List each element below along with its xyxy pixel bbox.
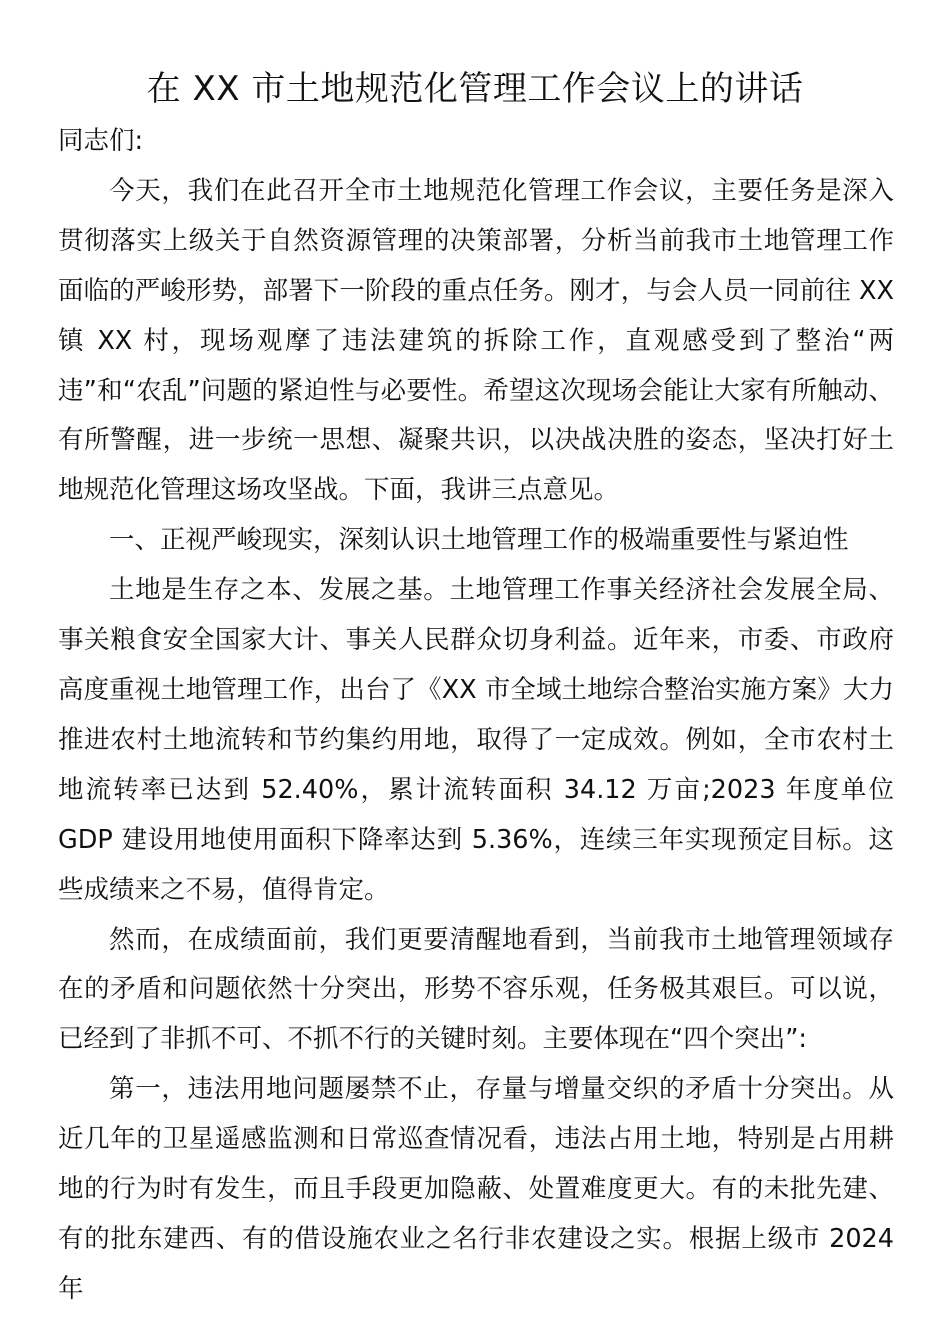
paragraph-however: 然而，在成绩面前，我们更要清醒地看到，当前我市土地管理领域存在的矛盾和问题依然十分突出，形势不容乐观，任务极其艰巨。可以说，已经到了非抓不可、不抓不行的关键时刻。主要体现在“四个突出”: [58,924,894,1055]
document-title: 在 XX 市土地规范化管理工作会议上的讲话 [146,69,804,109]
paragraph-opening: 今天，我们在此召开全市土地规范化管理工作会议，主要任务是深入贯彻落实上级关于自然资源管理的决策部署，分析当前我市土地管理工作面临的严峻形势，部署下一阶段的重点任务。刚才，与会人员一同前往 XX 镇 XX 村，现场观摩了违法建筑的拆除工作，直观感受到了整治“两违”和“农乱”问题的紧迫性与必要性。希望这次现场会能让大家有所触动、有所警醒，进一步统一思想、凝聚共识，以决战决胜的姿态，坚决打好土地规范化管理这场攻坚战。下面，我讲三点意见。 [58,175,894,506]
document-body [58,117,894,1315]
salutation: 同志们: [58,126,144,156]
section-heading-1: 一、正视严峻现实，深刻认识土地管理工作的极端重要性与紧迫性 [109,525,849,556]
paragraph-land-importance: 土地是生存之本、发展之基。土地管理工作事关经济社会发展全局、事关粮食安全国家大计、事关人民群众切身利益。近年来，市委、市政府高度重视土地管理工作，出台了《XX 市全域土地综合整治实施方案》大力推进农村土地流转和节约集约用地，取得了一定成效。例如，全市农村土地流转率已达到 52.40%，累计流转面积 34.12 万亩;2023 年度单位 GDP 建设用地使用面积下降率达到 5.36%，连续三年实现预定目标。这些成绩来之不易，值得肯定。 [58,575,894,905]
paragraph-first-issue: 第一，违法用地问题屡禁不止，存量与增量交织的矛盾十分突出。从近几年的卫星遥感监测和日常巡查情况看，违法占用土地，特别是占用耕地的行为时有发生，而且手段更加隐蔽、处置难度更大。有的未批先建、有的批东建西、有的借设施农业之名行非农建设之实。根据上级市 2024 年 [58,1074,894,1304]
